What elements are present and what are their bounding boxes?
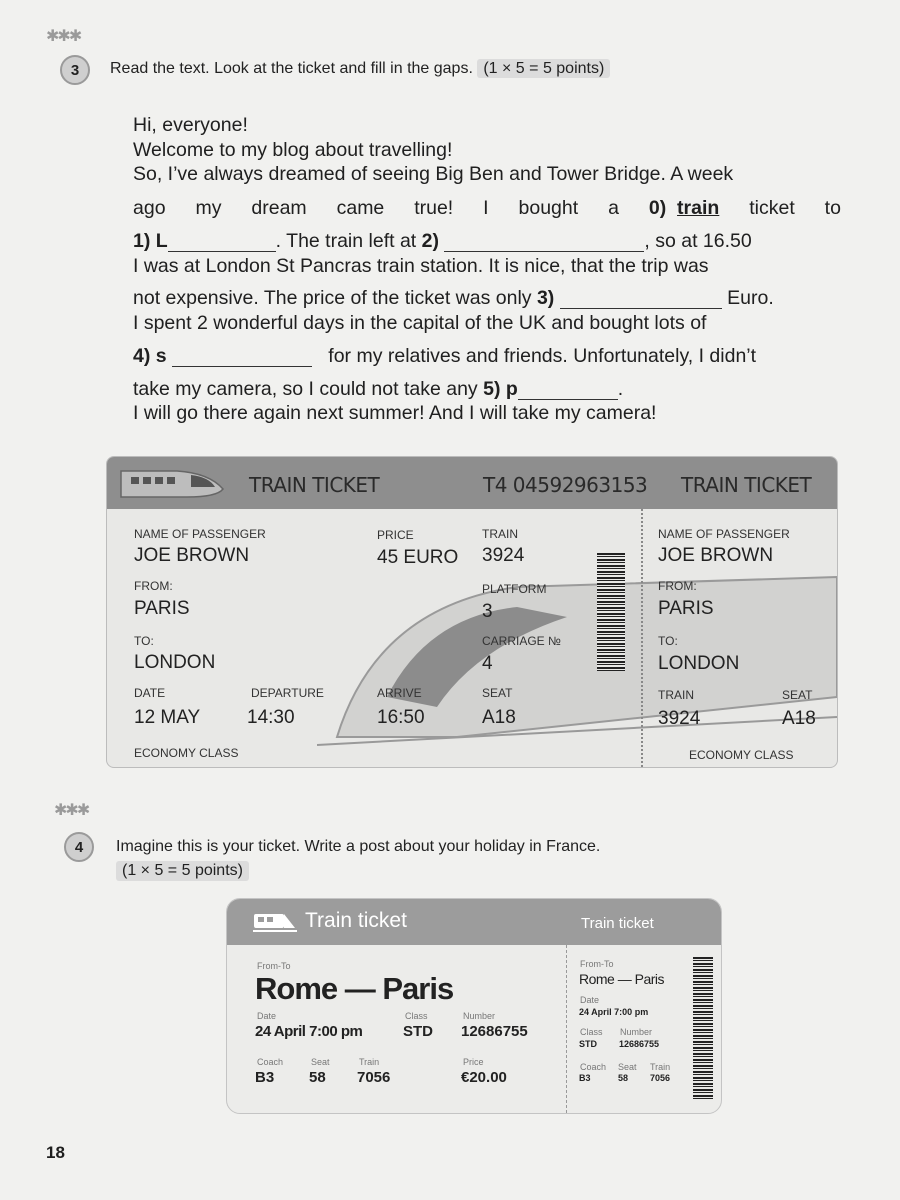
word: bought <box>518 197 579 219</box>
class-value: ECONOMY CLASS <box>134 746 239 760</box>
stub-to-label: TO: <box>658 634 678 648</box>
ticket-stub-title: Train ticket <box>581 915 654 932</box>
stub-name-label: NAME OF PASSENGER <box>658 527 790 541</box>
date-label: DATE <box>134 686 166 700</box>
seat-value: 58 <box>309 1069 326 1086</box>
blog-line <box>133 257 841 277</box>
example-answer: train <box>677 197 720 219</box>
word: my <box>195 197 222 219</box>
stub-date-label: Date <box>580 995 600 1005</box>
points-badge: (1 × 5 = 5 points) <box>477 59 610 78</box>
platform-value: 3 <box>482 601 493 622</box>
stub-train-value: 3924 <box>658 708 701 729</box>
blog-line-text: , so at 16.50 <box>644 230 752 252</box>
train-label: Train <box>359 1057 380 1067</box>
blog-line-gap-5 <box>133 380 841 400</box>
word: dream <box>251 197 307 219</box>
points-badge: (1 × 5 = 5 points) <box>116 861 249 881</box>
seat-value: A18 <box>482 707 516 728</box>
word: to <box>824 197 841 219</box>
stub-seat-value: A18 <box>782 708 816 729</box>
train-value: 7056 <box>357 1069 391 1086</box>
seat-label: Seat <box>311 1057 330 1067</box>
arrive-label: ARRIVE <box>377 686 422 700</box>
blog-line-text: So, I’ve always dreamed of seeing Big Ben and Tower Bridge. A week <box>133 163 734 185</box>
train-icon <box>117 463 227 503</box>
from-value: PARIS <box>134 598 190 619</box>
gap-2-answer-line[interactable] <box>444 233 644 252</box>
tear-line <box>641 509 643 767</box>
blog-line-gap-4 <box>133 347 841 367</box>
gap-1-answer-line[interactable] <box>168 233 276 252</box>
route-value: Rome — Paris <box>255 971 454 1006</box>
price-label: PRICE <box>377 528 414 542</box>
departure-label: DEPARTURE <box>251 686 324 700</box>
stub-from-to-label: From-To <box>580 959 614 969</box>
ticket-stub-title: TRAIN TICKET <box>681 473 812 497</box>
word: came <box>336 197 385 219</box>
coach-label: Coach <box>257 1057 284 1067</box>
train-ticket-image <box>106 456 838 768</box>
stub-from-label: FROM: <box>658 579 697 593</box>
price-value: €20.00 <box>461 1069 507 1086</box>
gap-number: 2) <box>421 230 439 252</box>
date-value: 24 April <box>255 1023 306 1040</box>
word: a <box>608 197 619 219</box>
word: ticket <box>749 197 795 219</box>
difficulty-stars: ✱✱✱ <box>54 802 89 819</box>
blog-line-gap-3 <box>133 289 841 309</box>
tear-line <box>566 945 567 1113</box>
stub-from-value: PARIS <box>658 598 714 619</box>
train-label: TRAIN <box>482 527 518 541</box>
blog-line-text: I spent 2 wonderful days in the capital of the UK and bought lots of <box>133 312 707 334</box>
to-value: LONDON <box>134 652 216 673</box>
exercise-instruction <box>110 60 610 78</box>
page-number: 18 <box>46 1143 65 1162</box>
gap-number: 1) L <box>133 230 168 252</box>
from-to-label: From-To <box>257 961 291 971</box>
carriage-label: CARRIAGE № <box>482 634 561 648</box>
exercise-number-badge: 4 <box>64 832 94 862</box>
number-value: 12686755 <box>461 1023 528 1040</box>
to-label: TO: <box>134 634 154 648</box>
blog-line-text: not expensive. The price of the ticket was only <box>133 287 532 309</box>
blog-line-text: Euro. <box>727 287 774 309</box>
ticket-title: Train ticket <box>305 909 407 932</box>
stub-seat-label: SEAT <box>782 688 813 702</box>
date-time-value <box>255 1023 362 1040</box>
ticket-number: T4 04592963153 <box>483 473 648 497</box>
stub-train-label: Train <box>650 1062 671 1072</box>
number-label: Number <box>463 1011 496 1021</box>
exercise-instruction: Imagine this is your ticket. Write a post about your holiday in France. <box>116 838 601 855</box>
train-ticket-2-image <box>226 898 722 1114</box>
ticket-header <box>227 899 721 945</box>
date-value: 12 MAY <box>134 707 201 728</box>
word: I <box>483 197 489 219</box>
blog-line-text: I was at London St Pancras train station. It is nice, that the trip was <box>133 255 709 277</box>
train-value: 3924 <box>482 545 525 566</box>
coach-value: B3 <box>255 1069 275 1086</box>
stub-class-value: ECONOMY CLASS <box>689 748 794 762</box>
stub-passenger-name: JOE BROWN <box>658 545 774 566</box>
blog-line-text: . <box>617 378 624 400</box>
stub-number-label: Number <box>620 1027 653 1037</box>
price-value: 45 EURO <box>377 547 459 568</box>
class-label: Class <box>405 1011 428 1021</box>
gap-number: 0) <box>648 197 667 219</box>
stub-train-value: 7056 <box>650 1073 671 1083</box>
stub-class-value: STD <box>579 1039 597 1049</box>
platform-label: PLATFORM <box>482 582 547 596</box>
stub-to-value: LONDON <box>658 653 740 674</box>
blog-line-gap-1-2 <box>133 232 841 252</box>
difficulty-stars: ✱✱✱ <box>46 28 81 45</box>
from-label: FROM: <box>134 579 173 593</box>
blog-line: Welcome to my blog about travelling! <box>133 139 453 161</box>
gap-number: 4) s <box>133 345 167 367</box>
train-icon <box>253 911 297 933</box>
name-label: NAME OF PASSENGER <box>134 527 266 541</box>
blog-line: I will go there again next summer! And I will take my camera! <box>133 402 657 424</box>
exercise-number-badge: 3 <box>60 55 90 85</box>
price-label: Price <box>463 1057 484 1067</box>
class-value: STD <box>403 1023 433 1040</box>
gap-number: 5) p <box>483 378 518 400</box>
stub-seat-value: 58 <box>618 1073 629 1083</box>
gap-4-answer-line[interactable] <box>172 348 312 367</box>
gap-number: 3) <box>536 287 555 309</box>
date-label: Date <box>257 1011 277 1021</box>
blog-line <box>133 165 841 185</box>
blog-line-text: . The train left at <box>275 230 417 252</box>
stub-date-time-value: 24 April 7:00 pm <box>579 1007 649 1017</box>
ticket-header <box>107 457 837 509</box>
arrive-value: 16:50 <box>377 707 425 728</box>
stub-coach-value: B3 <box>579 1073 591 1083</box>
stub-class-label: Class <box>580 1027 603 1037</box>
blog-line <box>133 314 841 334</box>
blog-line: Hi, everyone! <box>133 114 248 136</box>
barcode <box>597 553 625 671</box>
word: true! <box>414 197 454 219</box>
carriage-value: 4 <box>482 653 493 674</box>
gap-3-answer-line[interactable] <box>560 290 722 309</box>
blog-line-text: take my camera, so I could not take any <box>133 378 478 400</box>
time-value: 7:00 pm <box>309 1023 363 1040</box>
stub-number-value: 12686755 <box>619 1039 660 1049</box>
instruction-text: Read the text. Look at the ticket and fill in the gaps. <box>110 60 473 77</box>
passenger-name: JOE BROWN <box>134 545 250 566</box>
stub-coach-label: Coach <box>580 1062 607 1072</box>
blog-line-with-example <box>133 199 841 219</box>
seat-label: SEAT <box>482 686 513 700</box>
blog-line-text: for my relatives and friends. Unfortunately, I didn’t <box>328 345 757 367</box>
departure-value: 14:30 <box>247 707 295 728</box>
stub-train-label: TRAIN <box>658 688 694 702</box>
barcode <box>693 957 713 1099</box>
ticket-title: TRAIN TICKET <box>249 473 380 497</box>
stub-route-value: Rome — Paris <box>579 971 665 987</box>
gap-5-answer-line[interactable] <box>518 381 618 400</box>
word: ago <box>133 197 166 219</box>
stub-seat-label: Seat <box>618 1062 637 1072</box>
